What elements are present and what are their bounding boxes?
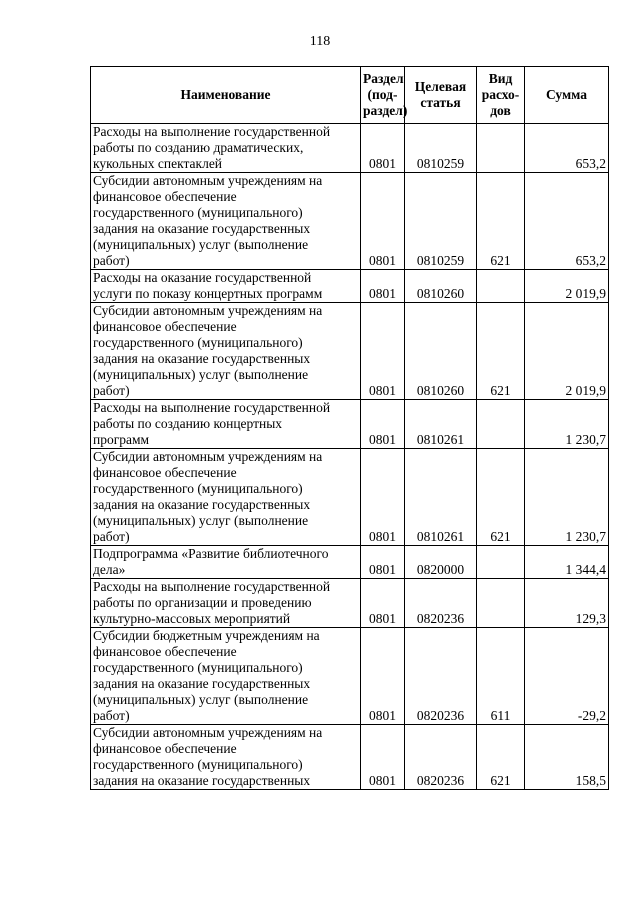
- row-name-cell: Расходы на выполнение государственной работы по созданию концертных программ: [91, 400, 361, 449]
- row-target-cell: 0810261: [405, 449, 477, 546]
- row-section-cell: 0801: [361, 579, 405, 628]
- table-row: [91, 270, 609, 303]
- row-section-cell: 0801: [361, 725, 405, 790]
- row-type-cell: [477, 546, 525, 579]
- row-name-cell: Расходы на выполнение государственной работы по организации и проведению культурно-массовых мероприятий: [91, 579, 361, 628]
- table-row: [91, 546, 609, 579]
- row-target-cell: 0810259: [405, 173, 477, 270]
- row-section-cell: 0801: [361, 449, 405, 546]
- table-row: [91, 400, 609, 449]
- header-type: Вид расхо- дов: [477, 67, 525, 124]
- row-sum-cell: 2 019,9: [525, 270, 609, 303]
- row-type-cell: 611: [477, 628, 525, 725]
- row-name-cell: Субсидии автономным учреждениям на финансовое обеспечение государственного (муниципального) задания на оказание государственных: [91, 725, 361, 790]
- row-name-cell: Субсидии автономным учреждениям на финансовое обеспечение государственного (муниципального) задания на оказание государственных (муниципальных) услуг (выполнение работ): [91, 449, 361, 546]
- row-target-cell: 0810261: [405, 400, 477, 449]
- row-type-cell: 621: [477, 173, 525, 270]
- row-name-cell: Расходы на выполнение государственной работы по созданию драматических, кукольных спектаклей: [91, 124, 361, 173]
- table-row: [91, 725, 609, 790]
- row-section-cell: 0801: [361, 124, 405, 173]
- row-type-cell: 621: [477, 303, 525, 400]
- table-row: [91, 303, 609, 400]
- row-type-cell: [477, 124, 525, 173]
- table-row: [91, 628, 609, 725]
- page-number: 118: [309, 34, 331, 49]
- row-section-cell: 0801: [361, 628, 405, 725]
- budget-table: [90, 66, 609, 790]
- row-sum-cell: -29,2: [525, 628, 609, 725]
- row-sum-cell: 653,2: [525, 124, 609, 173]
- row-sum-cell: 1 344,4: [525, 546, 609, 579]
- row-sum-cell: 2 019,9: [525, 303, 609, 400]
- row-type-cell: [477, 400, 525, 449]
- row-type-cell: [477, 579, 525, 628]
- row-target-cell: 0810260: [405, 270, 477, 303]
- row-section-cell: 0801: [361, 270, 405, 303]
- row-type-cell: [477, 270, 525, 303]
- row-name-cell: Субсидии автономным учреждениям на финансовое обеспечение государственного (муниципального) задания на оказание государственных (муниципальных) услуг (выполнение работ): [91, 173, 361, 270]
- table-row: [91, 124, 609, 173]
- row-name-cell: Субсидии бюджетным учреждениям на финансовое обеспечение государственного (муниципального) задания на оказание государственных (муниципальных) услуг (выполнение работ): [91, 628, 361, 725]
- table-row: [91, 449, 609, 546]
- row-section-cell: 0801: [361, 303, 405, 400]
- row-sum-cell: 1 230,7: [525, 449, 609, 546]
- row-section-cell: 0801: [361, 546, 405, 579]
- table-row: [91, 579, 609, 628]
- row-sum-cell: 158,5: [525, 725, 609, 790]
- row-name-cell: Расходы на оказание государственной услуги по показу концертных программ: [91, 270, 361, 303]
- row-target-cell: 0820236: [405, 579, 477, 628]
- header-name: Наименование: [91, 67, 361, 124]
- row-sum-cell: 1 230,7: [525, 400, 609, 449]
- row-type-cell: 621: [477, 725, 525, 790]
- row-name-cell: Субсидии автономным учреждениям на финансовое обеспечение государственного (муниципального) задания на оказание государственных (муниципальных) услуг (выполнение работ): [91, 303, 361, 400]
- row-target-cell: 0820000: [405, 546, 477, 579]
- table-header-row: [91, 67, 609, 124]
- header-sum: Сумма: [525, 67, 609, 124]
- row-sum-cell: 653,2: [525, 173, 609, 270]
- row-section-cell: 0801: [361, 400, 405, 449]
- header-target: Целевая статья: [405, 67, 477, 124]
- header-section: Раздел (под- раздел): [361, 67, 405, 124]
- row-target-cell: 0820236: [405, 725, 477, 790]
- table-row: [91, 173, 609, 270]
- row-type-cell: 621: [477, 449, 525, 546]
- row-target-cell: 0810260: [405, 303, 477, 400]
- row-section-cell: 0801: [361, 173, 405, 270]
- row-target-cell: 0820236: [405, 628, 477, 725]
- row-sum-cell: 129,3: [525, 579, 609, 628]
- row-target-cell: 0810259: [405, 124, 477, 173]
- row-name-cell: Подпрограмма «Развитие библиотечного дела»: [91, 546, 361, 579]
